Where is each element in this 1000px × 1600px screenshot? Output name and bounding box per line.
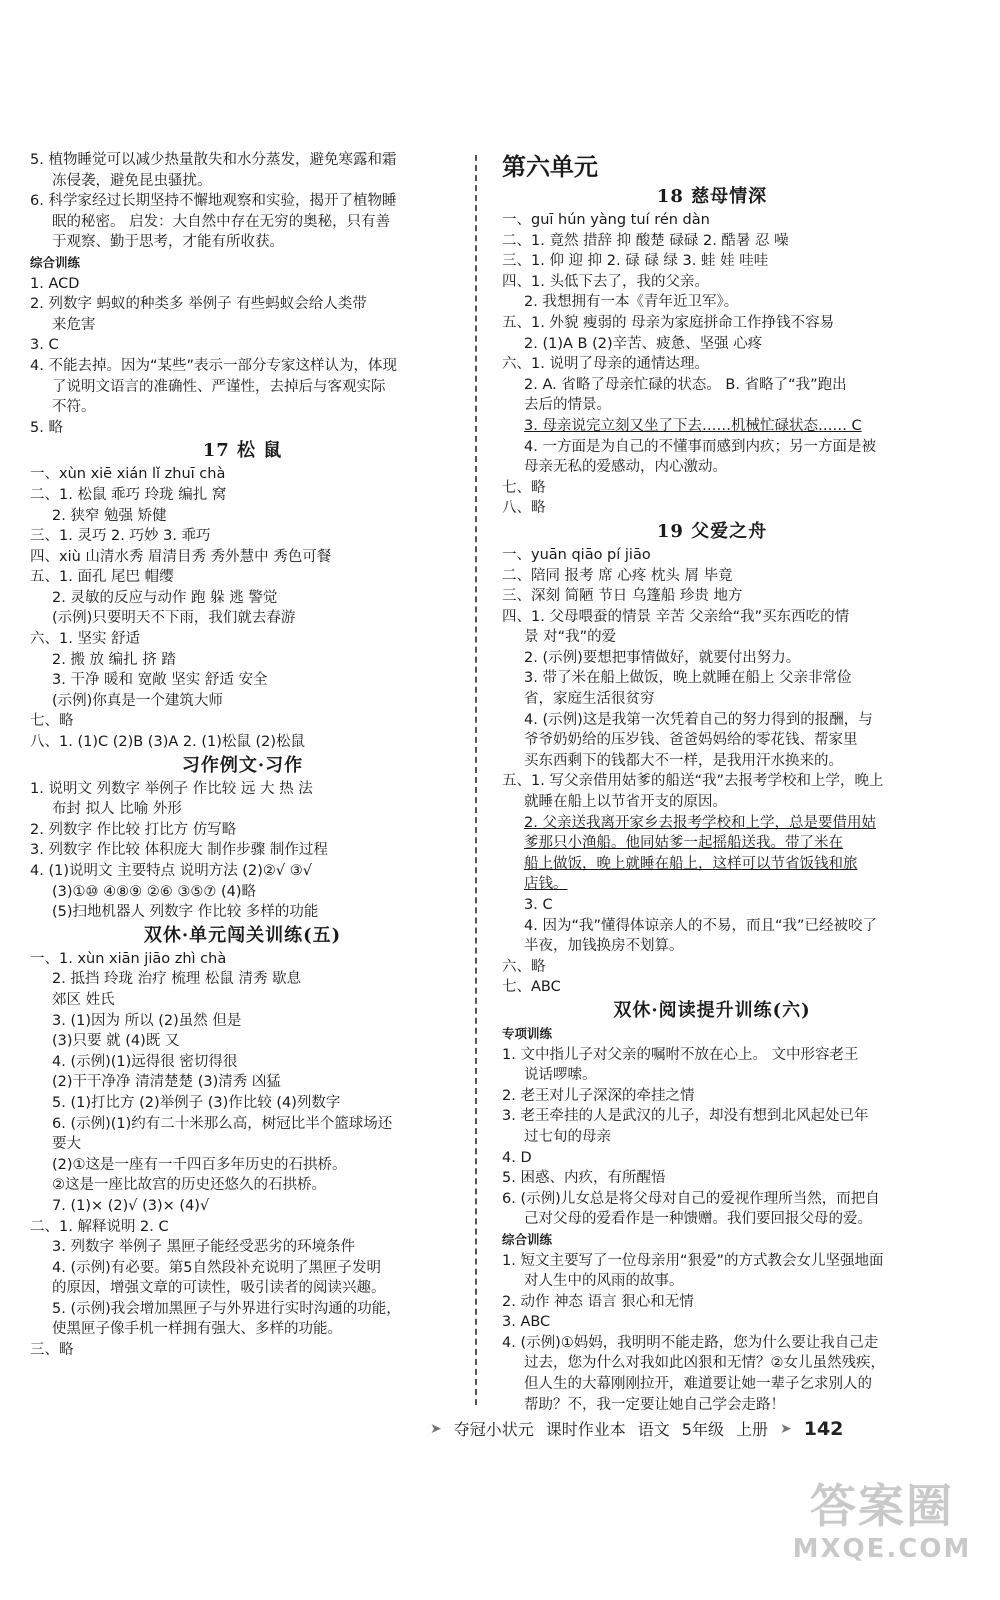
answer-line: 七、略 <box>502 479 546 496</box>
footer-brand: 夺冠小状元 <box>453 1420 534 1439</box>
answer-line: 5. 困惑、内疚，有所醒悟 <box>502 1170 666 1187</box>
answer-line: 7. (1)× (2)√ (3)× (4)√ <box>52 1197 210 1214</box>
answer-line: 2. 动作 神态 语言 狠心和无情 <box>502 1293 694 1310</box>
answer-line: 说话啰嗦。 <box>524 1067 597 1084</box>
answer-line: 4. (示例)①妈妈，我明明不能走路，您为什么要让我自己走 <box>502 1334 879 1351</box>
answer-line: (示例)你真是一个建筑大师 <box>52 692 223 709</box>
answer-line: 3. ABC <box>502 1314 551 1331</box>
answer-line: 6. (示例)儿女总是将父母对自己的爱视作理所当然，而把自 <box>502 1190 880 1207</box>
answer-line: 六、1. 坚实 舒适 <box>30 631 141 648</box>
answer-line: 五、1. 外貌 瘦弱的 母亲为家庭拼命工作挣钱不容易 <box>502 314 835 331</box>
answer-line: 2. 列数字 作比较 打比方 仿写略 <box>30 821 237 838</box>
section-heading: 双休·单元闯关训练(五) <box>143 924 342 946</box>
footer-subject: 语文 <box>637 1420 670 1439</box>
answer-line: 1. 短文主要写了一位母亲用“狠爱”的方式教会女儿坚强地面 <box>502 1252 884 1269</box>
watermark-line2: MXQE.COM <box>792 1534 972 1564</box>
answer-line: 省，家庭生活很贫穷 <box>524 691 655 708</box>
answer-line: 2. 搬 放 编扎 挤 踏 <box>52 651 176 668</box>
answer-line: 五、1. 面孔 尾巴 帽缨 <box>30 569 174 586</box>
answer-line: 4. (示例)这是我第一次凭着自己的努力得到的报酬，与 <box>524 711 873 728</box>
arrow-icon: ➤ <box>779 1420 792 1437</box>
answer-line: 的原因，增强文章的可读性，吸引读者的阅读兴趣。 <box>52 1280 386 1297</box>
answer-line: 3. (1)因为 所以 (2)虽然 但是 <box>52 1012 242 1029</box>
answer-line: 七、ABC <box>502 979 561 996</box>
answer-line: 对人生中的风雨的故事。 <box>524 1273 684 1290</box>
answer-line: 2. 老王对儿子深深的牵挂之情 <box>502 1087 695 1104</box>
answer-line: 三、深刻 简陋 节日 乌篷船 珍贵 地方 <box>502 588 743 605</box>
answer-line: 冻侵袭，避免昆虫骚扰。 <box>52 172 212 189</box>
answer-line: (2)①这是一座有一千四百多年历史的石拱桥。 <box>52 1156 347 1173</box>
subsection-label: 专项训练 <box>502 1025 553 1041</box>
answer-line: 己对父母的爱看作是一种馈赠。我们要回报父母的爱。 <box>524 1211 872 1228</box>
answer-line: 就睡在船上以节省开支的原因。 <box>524 794 727 811</box>
answer-line: 八、略 <box>502 500 546 517</box>
answer-line: 三、1. 灵巧 2. 巧妙 3. 乖巧 <box>30 528 211 545</box>
answer-line: 2. 抵挡 玲珑 治疗 梳理 松鼠 清秀 歇息 <box>52 971 302 988</box>
answer-line: 1. 说明文 列数字 举例子 作比较 远 大 热 法 <box>30 780 313 797</box>
right-column <box>502 150 922 1415</box>
answer-line: 3. 母亲说完立刻又坐了下去……机械忙碌状态…… C <box>524 417 862 434</box>
column-divider <box>475 155 477 1405</box>
answer-line: 5. 略 <box>30 419 63 436</box>
answer-line: 帮助？不，我一定要让她自己学会走路！ <box>524 1396 785 1413</box>
answer-line: 母亲无私的爱感动，内心激动。 <box>524 459 727 476</box>
footer-volume: 上册 <box>735 1420 768 1439</box>
section-heading: 17 松 鼠 <box>202 440 283 462</box>
answer-line: 5. (示例)我会增加黑匣子与外界进行实时沟通的功能， <box>52 1300 401 1317</box>
answer-line: 郊区 姓氏 <box>52 991 115 1008</box>
answer-line: 4. (示例)有必要。第5自然段补充说明了黑匣子发明 <box>52 1259 381 1276</box>
answer-line: 3. C <box>524 897 553 913</box>
answer-line: (2)干干净净 清清楚楚 (3)清秀 凶猛 <box>52 1074 281 1091</box>
answer-line: 2. 狭窄 勉强 矫健 <box>52 507 167 524</box>
subsection-label: 综合训练 <box>502 1231 553 1247</box>
answer-line: 船上做饭，晚上就睡在船上，这样可以节省饭钱和旅 <box>524 855 858 872</box>
answer-line: 六、略 <box>502 958 546 975</box>
answer-line: 2. 列数字 蚂蚁的种类多 举例子 有些蚂蚁会给人类带 <box>30 296 367 313</box>
answer-line: 买东西剩下的钱都大不一样，是我用汗水换来的。 <box>524 752 843 769</box>
answer-line: 4. (1)说明文 主要特点 说明方法 (2)②√ ③√ <box>30 863 312 879</box>
answer-line: 二、1. 解释说明 2. C <box>30 1218 169 1235</box>
answer-line: 5. 植物睡觉可以减少热量散失和水分蒸发，避免寒露和霜 <box>30 152 397 168</box>
answer-line: 二、1. 竟然 措辞 抑 酸楚 碌碌 2. 酷暑 忍 噪 <box>502 232 789 249</box>
answer-line: 3. C <box>30 337 59 354</box>
answer-line: 3. 干净 暖和 宽敞 坚实 舒适 安全 <box>52 672 268 689</box>
answer-line: (3)①⑩ ④⑧⑨ ②⑥ ③⑤⑦ (4)略 <box>52 883 257 900</box>
answer-line: 一、yuān qiāo pí jiāo <box>502 546 651 563</box>
answer-line: 三、1. 仰 迎 抑 2. 碌 碌 绿 3. 蛙 娃 哇哇 <box>502 253 769 270</box>
answer-line: 4. (示例)(1)远得很 密切得很 <box>52 1053 238 1070</box>
answer-line: 2. 父亲送我离开家乡去报考学校和上学，总是要借用姑 <box>524 814 876 831</box>
answer-line: 八、1. (1)C (2)B (3)A 2. (1)松鼠 (2)松鼠 <box>30 734 306 751</box>
answer-line: 了说明文语言的准确性、严谨性，去掉后与客观实际 <box>52 378 386 395</box>
answer-line: 4. D <box>502 1149 532 1166</box>
arrow-icon: ➤ <box>430 1420 442 1437</box>
answer-line: 2. (1)A B (2)辛苦、疲惫、坚强 心疼 <box>524 335 763 352</box>
section-heading: 第六单元 <box>502 152 598 181</box>
answer-line: 不符。 <box>52 399 96 416</box>
page-number: 142 <box>803 1417 844 1440</box>
answer-line: 二、陪同 报考 席 心疼 枕头 屑 毕竟 <box>502 567 733 584</box>
answer-line: 七、略 <box>30 713 74 730</box>
answer-line: 五、1. 写父亲借用姑爹的船送“我”去报考学校和上学，晚上 <box>502 773 884 790</box>
answer-line: 爷爷奶奶给的压岁钱、爸爸妈妈给的零花钱、帮家里 <box>524 732 858 749</box>
answer-line: 六、1. 说明了母亲的通情达理。 <box>502 356 709 373</box>
answer-line: 1. ACD <box>30 275 80 292</box>
subsection-label: 综合训练 <box>30 254 81 270</box>
answer-line: 3. 列数字 举例子 黑匣子能经受恶劣的环境条件 <box>52 1239 356 1256</box>
answer-line: 3. 老王牵挂的人是武汉的儿子，却没有想到北风起处已年 <box>502 1108 869 1125</box>
answer-line: 一、guī hún yàng tuí rén dàn <box>502 212 710 228</box>
answer-line: 布封 拟人 比喻 外形 <box>52 801 182 818</box>
answer-line: 店钱。 <box>524 876 568 893</box>
answer-line: 6. (示例)(1)约有二十米那么高，树冠比半个篮球场还 <box>52 1115 393 1132</box>
answer-line: 4. 因为“我”懂得体谅亲人的不易，而且“我”已经被咬了 <box>524 917 877 934</box>
answer-line: 景 对“我”的爱 <box>524 629 617 646</box>
answer-line: 5. (1)打比方 (2)举例子 (3)作比较 (4)列数字 <box>52 1094 341 1111</box>
section-heading: 习作例文·习作 <box>181 754 304 776</box>
answer-line: 要大 <box>52 1136 81 1153</box>
footer-book: 课时作业本 <box>545 1420 626 1439</box>
answer-line: 于观察、勤于思考，才能有所收获。 <box>52 234 284 251</box>
answer-line: 爹那只小渔船。他同姑爹一起摇船送我。带了米在 <box>524 835 843 852</box>
section-heading: 双休·阅读提升训练(六) <box>613 999 811 1021</box>
answer-line: 半夜，加钱换房不划算。 <box>524 938 684 955</box>
answer-line: 1. 文中指儿子对父亲的嘱咐不放在心上。 文中形容老王 <box>502 1046 859 1063</box>
answer-line: 四、1. 头低下去了，我的父亲。 <box>502 273 709 290</box>
answer-line: 一、xùn xiē xián lǐ zhuī chà <box>30 466 226 483</box>
answer-line: 眠的秘密。 启发：大自然中存在无穷的奥秘，只有善 <box>52 213 391 230</box>
answer-line: 过去，您为什么对我如此凶狠和无情？②女儿虽然残疾， <box>524 1355 885 1372</box>
answer-line: (3)只要 就 (4)既 又 <box>52 1033 180 1050</box>
left-column <box>30 150 455 1361</box>
answer-line: 来危害 <box>52 316 96 333</box>
answer-line: (示例)只要明天不下雨，我们就去春游 <box>52 610 296 627</box>
answer-line: 但人生的大幕刚刚拉开，难道要让她一辈子乞求别人的 <box>524 1376 872 1393</box>
answer-line: 4. 不能去掉。因为“某些”表示一部分专家这样认为，体现 <box>30 357 397 374</box>
answer-line: ②这是一座比故宫的历史还悠久的石拱桥。 <box>52 1177 326 1194</box>
answer-line: 四、xiù 山清水秀 眉清目秀 秀外慧中 秀色可餐 <box>30 548 332 565</box>
answer-line: 2. (示例)要想把事情做好，就要付出努力。 <box>524 649 801 666</box>
page-footer <box>430 1417 843 1440</box>
answer-line: 4. 一方面是为自己的不懂事而感到内疚；另一方面是被 <box>524 438 876 455</box>
footer-grade: 5年级 <box>681 1420 724 1439</box>
watermark-logo <box>782 1478 982 1588</box>
answer-line: 3. 列数字 作比较 体积庞大 制作步骤 制作过程 <box>30 842 328 859</box>
answer-line: 2. 我想拥有一本《青年近卫军》。 <box>524 294 739 311</box>
answer-line: 2. A. 省略了母亲忙碌的状态。 B. 省略了“我”跑出 <box>524 376 847 393</box>
answer-line: 6. 科学家经过长期坚持不懈地观察和实验，揭开了植物睡 <box>30 193 397 210</box>
watermark-line1: 答案圈 <box>810 1479 954 1533</box>
answer-line: 一、1. xùn xiān jiāo zhì chà <box>30 950 227 967</box>
answer-line: 过七旬的母亲 <box>524 1128 611 1145</box>
answer-line: 去后的情景。 <box>524 397 611 414</box>
answer-line: (5)扫地机器人 列数字 作比较 多样的功能 <box>52 904 319 921</box>
answer-line: 2. 灵敏的反应与动作 跑 躲 逃 警觉 <box>52 589 278 606</box>
answer-line: 二、1. 松鼠 乖巧 玲珑 编扎 窝 <box>30 486 227 503</box>
answer-line: 使黑匣子像手机一样拥有强大、多样的功能。 <box>52 1321 342 1338</box>
answer-line: 四、1. 父母喂蚕的情景 辛苦 父亲给“我”买东西吃的情 <box>502 608 850 625</box>
answer-line: 三、略 <box>30 1342 74 1359</box>
answer-line: 3. 带了米在船上做饭，晚上就睡在船上 父亲非常俭 <box>524 670 852 687</box>
section-heading: 19 父爱之舟 <box>656 520 768 542</box>
section-heading: 18 慈母情深 <box>656 186 768 207</box>
